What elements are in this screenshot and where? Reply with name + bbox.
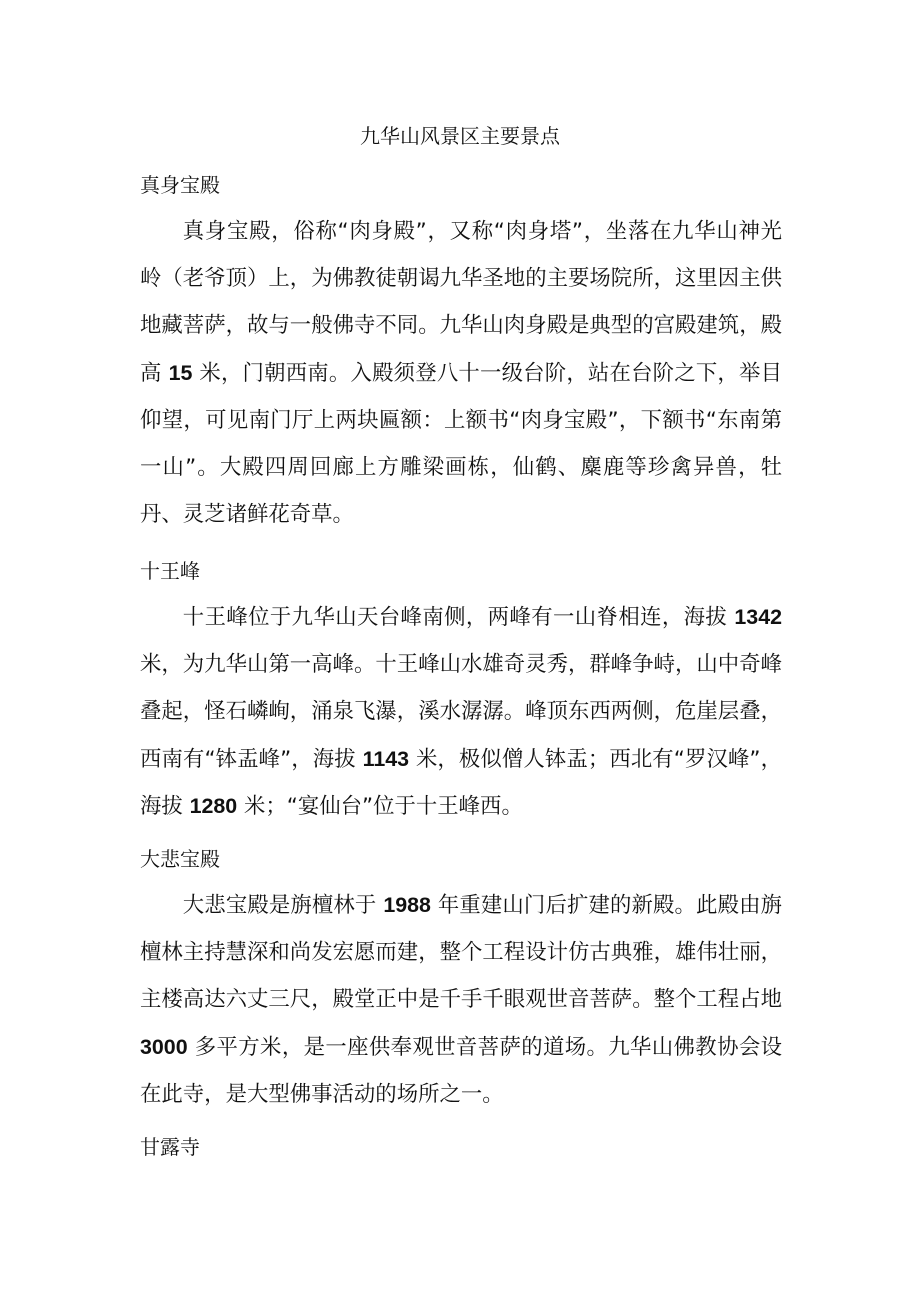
number-text: 15	[168, 360, 193, 385]
section-body-zhenshen: 真身宝殿，俗称“肉身殿”，又称“肉身塔”，坐落在九华山神光岭（老爷顶）上，为佛教徒朝谒九华圣地的主要场院所，这里因主供地藏菩萨，故与一般佛寺不同。九华山肉身殿是典型的宫殿建筑，殿高 15 米，门朝西南。入殿须登八十一级台阶，站在台阶之下，举目仰望，可见南门厅上两块匾额：上额书“肉身宝殿”，下额书“东南第一山”。大殿四周回廊上方雕梁画栋，仙鹤、麋鹿等珍禽异兽，牡丹、灵芝诸鲜花奇草。	[140, 219, 782, 528]
section-heading-dabei: 大悲宝殿	[140, 847, 220, 871]
section-body-dabei: 大悲宝殿是旃檀林于 1988 年重建山门后扩建的新殿。此殿由旃檀林主持慧深和尚发宏愿而建，整个工程设计仿古典雅，雄伟壮丽，主楼高达六丈三尺，殿堂正中是千手千眼观世音菩萨。整个工程占地 3000 多平方米，是一座供奉观世音菩萨的道场。九华山佛教协会设在此寺，是大型佛事活动的场所之一。	[140, 893, 782, 1107]
number-text: 1988	[383, 893, 431, 917]
page-title: 九华山风景区主要景点	[360, 124, 560, 148]
number-text: 3000	[140, 1034, 188, 1059]
section-heading-ganlu: 甘露寺	[140, 1135, 200, 1159]
section-body-shiwangfeng: 十王峰位于九华山天台峰南侧，两峰有一山脊相连，海拔 1342 米，为九华山第一高峰。十王峰山水雄奇灵秀，群峰争峙，山中奇峰叠起，怪石嶙峋，涌泉飞瀑，溪水潺潺。峰顶东西两侧，危崖层叠，西南有“钵盂峰”，海拔 1143 米，极似僧人钵盂；西北有“罗汉峰”，海拔 1280 米；“宴仙台”位于十王峰西。	[140, 605, 782, 819]
number-text: 1342	[734, 605, 782, 629]
number-text: 1143	[362, 746, 410, 771]
number-text: 1280	[189, 793, 238, 818]
section-heading-shiwangfeng: 十王峰	[140, 559, 200, 583]
section-heading-zhenshen: 真身宝殿	[140, 173, 220, 197]
